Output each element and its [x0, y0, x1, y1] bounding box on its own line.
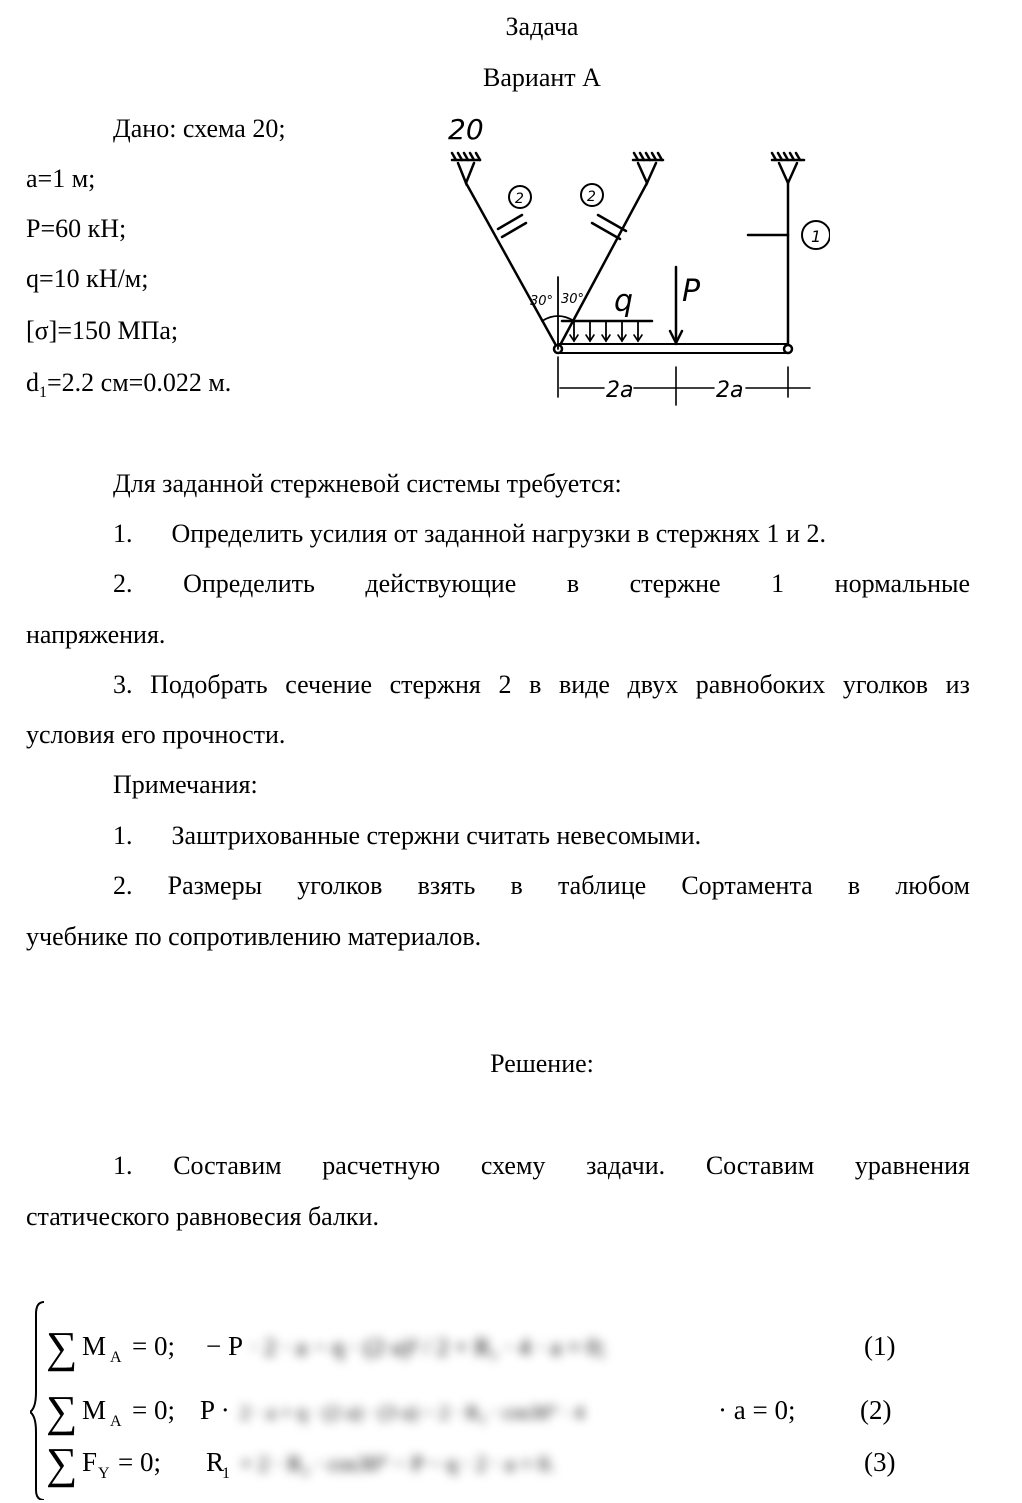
- task-title: Задача: [505, 12, 579, 41]
- angle-right-label: 30°: [561, 292, 585, 307]
- given-q: q=10 кН/м;: [26, 264, 149, 293]
- eq2-sub: A: [110, 1413, 122, 1430]
- eq2-hidden: 2 · a + q · (2·a) · (3·a) − 2 · R₂ · cos30° · 4: [240, 1402, 585, 1424]
- load-q-label: q: [614, 284, 634, 319]
- given-sigma: [σ]=150 МПа;: [26, 316, 179, 345]
- requirement-1: 1. Определить усилия от заданной нагрузки в стержнях 1 и 2.: [113, 519, 826, 548]
- eq2-eq: = 0;: [132, 1395, 175, 1425]
- note-2-line1: 2. Размеры уголков взять в таблице Сортамента в любом: [113, 871, 970, 900]
- scheme-number: 20: [448, 113, 484, 146]
- eq2-var: M: [82, 1395, 107, 1425]
- eq1-sum: ∑: [46, 1323, 78, 1372]
- solution-title: Решение:: [490, 1049, 594, 1078]
- support-right: [772, 153, 804, 183]
- requirement-2-line2: напряжения.: [26, 620, 166, 649]
- requirement-2-line1: 2. Определить действующие в стержне 1 нормальные: [113, 569, 970, 598]
- requirements-intro: Для заданной стержневой системы требуется:: [113, 469, 622, 498]
- eq1-hidden: · 2 · a − q · (2·a)² / 2 + R₁ · 4 · a = 0;: [250, 1335, 606, 1361]
- rod-2-right-label: 2: [587, 189, 596, 205]
- requirement-3-line2: условия его прочности.: [26, 720, 286, 749]
- support-middle: [633, 153, 663, 183]
- given-d1: $d_1=2.2$ см=0.022 м.: [26, 368, 232, 402]
- dim-right-label: 2a: [716, 378, 744, 403]
- system-brace: [30, 1302, 44, 1500]
- eq2-visible: P ·: [200, 1395, 230, 1425]
- eq3-number: (3): [864, 1447, 896, 1477]
- eq1-eq: = 0;: [132, 1331, 175, 1361]
- eq2-number: (2): [860, 1395, 892, 1425]
- given-p: P=60 кН;: [26, 214, 127, 243]
- solution-step1-line1: 1. Составим расчетную схему задачи. Составим уравнения: [113, 1151, 970, 1180]
- rod-1-label: 1: [811, 227, 822, 246]
- solution-step1-line2: статического равновесия балки.: [26, 1202, 379, 1231]
- eq1-sub: A: [110, 1349, 122, 1366]
- rod-2-left-label: 2: [515, 191, 524, 207]
- rod-2-left: [466, 183, 558, 349]
- eq1-visible: − P: [206, 1331, 243, 1361]
- support-left: [452, 153, 480, 183]
- eq1-var: M: [82, 1331, 107, 1361]
- rod-2-right: [558, 183, 647, 349]
- eq1-number: (1): [864, 1331, 896, 1361]
- eq3-sum: ∑: [46, 1439, 78, 1488]
- beam: [558, 344, 788, 353]
- variant-title: Вариант А: [483, 63, 601, 92]
- eq3-hidden: + 2 · R₂ · cos30° − P − q · 2 · a = 0.: [240, 1451, 555, 1476]
- notes-title: Примечания:: [113, 770, 258, 799]
- load-p-label: P: [682, 274, 701, 309]
- given-scheme: Дано: схема 20;: [113, 114, 286, 143]
- dim-left-label: 2a: [606, 378, 634, 403]
- scheme-figure: [430, 105, 830, 415]
- eq3-sub: Y: [98, 1465, 110, 1482]
- angle-left-label: 30°: [530, 294, 554, 309]
- equation-system: [30, 1300, 970, 1500]
- eq3-visible: R: [206, 1447, 225, 1477]
- eq3-visible-sub: 1: [222, 1465, 230, 1482]
- note-1: 1. Заштрихованные стержни считать невесомыми.: [113, 821, 702, 850]
- eq2-sum: ∑: [46, 1387, 78, 1436]
- requirement-3-line1: 3. Подобрать сечение стержня 2 в виде двух равнобоких уголков из: [113, 670, 970, 699]
- eq2-visible-end: · a = 0;: [718, 1395, 796, 1425]
- hinge-b: [784, 345, 792, 353]
- eq3-eq: = 0;: [118, 1447, 161, 1477]
- eq3-var: F: [82, 1447, 98, 1477]
- note-2-line2: учебнике по сопротивлению материалов.: [26, 922, 482, 951]
- given-a: a=1 м;: [26, 164, 96, 193]
